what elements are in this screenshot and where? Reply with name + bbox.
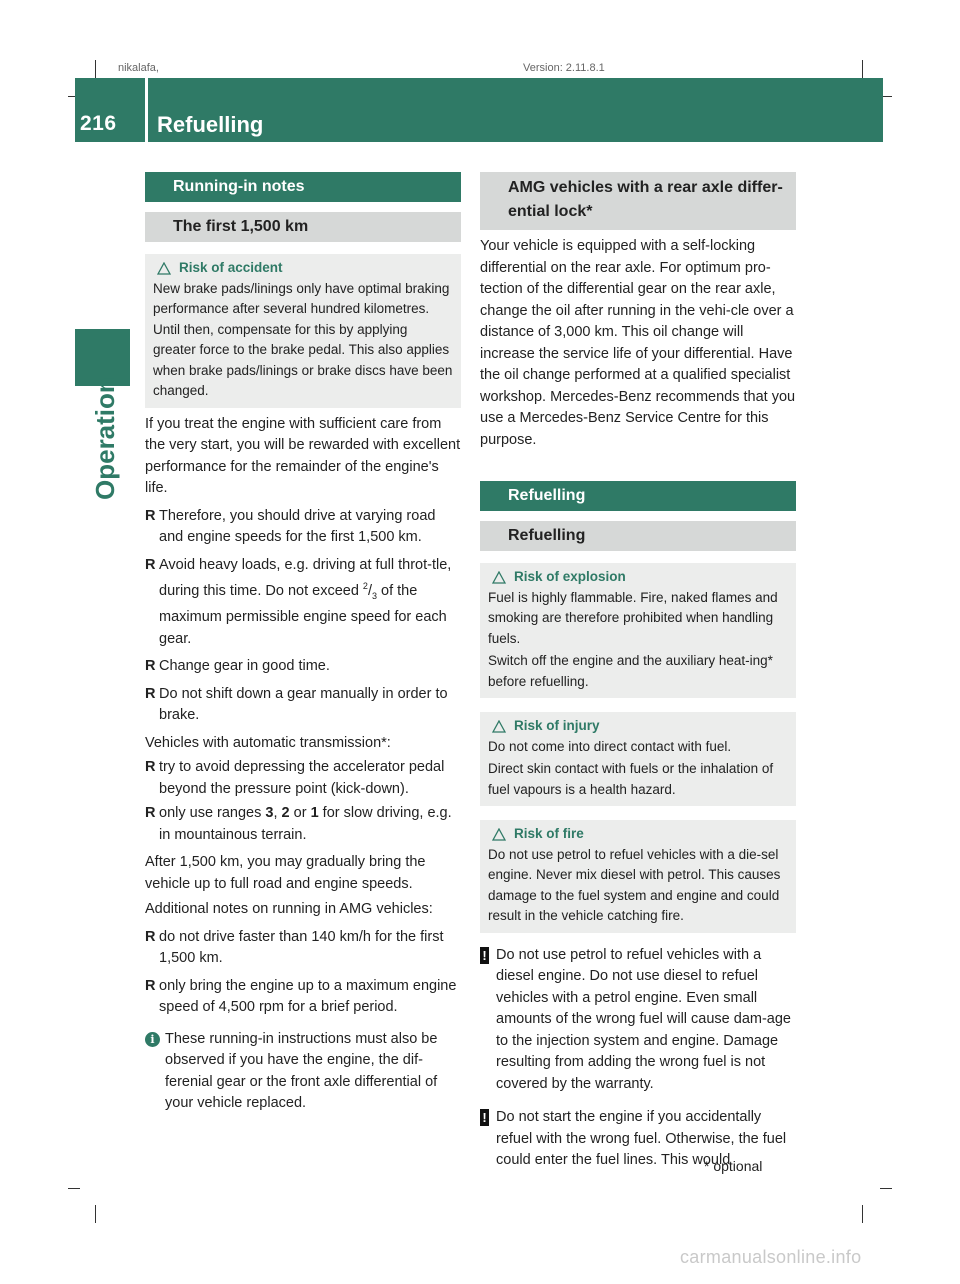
bullet-icon: R	[145, 977, 156, 994]
crop-mark	[95, 60, 96, 78]
bullet-icon: R	[145, 658, 156, 675]
header-divider	[145, 78, 148, 142]
subsection-heading: Refuelling	[480, 521, 796, 551]
list-item	[145, 656, 461, 678]
warning-box	[480, 820, 796, 933]
bullet-icon: R	[145, 556, 156, 573]
list-item-text: or	[289, 805, 311, 822]
warning-title	[492, 567, 788, 588]
list-item-text: Therefore, you should drive at varying road and engine speeds for the first 1,500 km.	[159, 507, 436, 545]
list-item	[145, 684, 461, 727]
list-item-text: Change gear in good time.	[159, 658, 330, 675]
warning-text: Do not come into direct contact with fuel.	[488, 738, 732, 754]
notice-text: Do not use petrol to refuel vehicles with a diesel engine. Do not use diesel to refuel vehicles with a petrol engine. Even small amounts of the wrong fuel will cause dam-age to the injection system and engine. Damage resulting from adding the wrong fuel is not covered by the warranty.	[496, 946, 791, 1092]
bullet-icon: R	[145, 805, 156, 822]
warning-title-text: Risk of explosion	[514, 569, 626, 584]
meta-left: nikalafa,	[118, 62, 159, 74]
fraction-numerator: 2	[362, 581, 368, 591]
fraction-denominator: 3	[371, 590, 377, 601]
bullet-icon: R	[145, 685, 156, 702]
chapter-label: Operation	[90, 377, 120, 500]
warning-text: Fuel is highly flammable. Fire, naked flames and smoking are therefore prohibited when handling fuels.	[488, 589, 778, 646]
crop-mark	[862, 1205, 863, 1223]
info-note	[145, 1029, 461, 1115]
warning-text: Direct skin contact with fuels or the inhalation of fuel vapours is a health hazard.	[488, 761, 774, 797]
crop-mark	[880, 1188, 892, 1189]
right-column	[480, 172, 796, 1172]
bullet-icon: R	[145, 507, 156, 524]
page-title: Refuelling	[157, 112, 264, 137]
warning-triangle-icon	[492, 828, 506, 841]
exclamation-icon: !	[480, 1109, 489, 1126]
warning-title	[492, 716, 788, 737]
crop-mark	[68, 1188, 80, 1189]
warning-title-text: Risk of injury	[514, 718, 600, 733]
auto-list	[145, 757, 461, 846]
warning-title	[157, 258, 453, 279]
fraction: $^2/_3$	[362, 581, 377, 601]
warning-text: Do not use petrol to refuel vehicles with a die-sel engine. Never mix diesel with petrol. This causes damage to the fuel system and engine and could result in the vehicle catching fire.	[488, 846, 781, 923]
list-item	[145, 976, 461, 1019]
warning-title	[492, 824, 788, 845]
crop-mark	[862, 60, 863, 78]
list-item	[145, 506, 461, 549]
list-item-text: only bring the engine up to a maximum engine speed of 4,500 rpm for a brief period.	[159, 977, 457, 1016]
info-icon: i	[145, 1032, 160, 1047]
after-paragraph: After 1,500 km, you may gradually bring the vehicle up to full road and engine speeds.	[145, 854, 426, 892]
intro-paragraph: If you treat the engine with sufficient care from the very start, you will be rewarded with excellent performance for the remainder of the engine's life.	[145, 415, 461, 496]
notice-note	[480, 945, 796, 1096]
footnote: * optional	[704, 1158, 763, 1174]
warning-text: Switch off the engine and the auxiliary heat-ing* before refuelling.	[488, 653, 773, 689]
list-item	[145, 757, 461, 800]
bullet-icon: R	[145, 759, 156, 776]
warning-box	[480, 563, 796, 698]
list-item-text: only use ranges	[159, 805, 266, 822]
bullet-icon: R	[145, 928, 156, 945]
section-heading: Refuelling	[480, 481, 796, 511]
list-item: R only use ranges 3, 2 or 1 for slow driving, e.g. in mountainous terrain.	[145, 805, 452, 843]
amg-list	[145, 927, 461, 1019]
list-item-text: for slow driving, e.g. in mountainous terrain.	[159, 805, 452, 843]
list-item-text: Do not shift down a gear manually in order to brake.	[159, 685, 448, 724]
section-heading: Running-in notes	[145, 172, 461, 202]
list-item	[145, 927, 461, 970]
amg-paragraph: Your vehicle is equipped with a self-locking differential on the rear axle. For optimum pro-tection of the differential gear on the rear axle, change the oil after running in the vehi-cle over a distance of 3,000 km. This oil change will increase the service life of your differential. Have the oil change performed at a qualified specialist workshop. Mercedes-Benz recommends that you use a Mercedes-Benz Service Centre for this purpose.	[480, 238, 796, 448]
list-item-text: of the maximum permissible engine speed for each gear.	[159, 582, 447, 647]
warning-text: New brake pads/linings only have optimal braking performance after several hundred kilometres. Until then, compensate for this by applying greater force to the brake pedal. This also applies when brake pads/linings or brake discs have been changed.	[153, 280, 453, 398]
watermark: carmanualsonline.info	[680, 1247, 862, 1267]
info-text: These running-in instructions must also be observed if you have the engine, the dif-ferenial gear or the front axle differential of your vehicle replaced.	[165, 1030, 438, 1112]
warning-box	[480, 712, 796, 806]
range-value: 2	[281, 805, 290, 822]
warning-title-text: Risk of accident	[179, 260, 283, 275]
page-number: 216	[80, 112, 117, 135]
list-item-text: try to avoid depressing the accelerator pedal beyond the pressure point (kick-down).	[159, 759, 445, 797]
meta-right: Version: 2.11.8.1	[523, 62, 605, 74]
list-item-text: do not drive faster than 140 km/h for the first 1,500 km.	[159, 928, 444, 967]
running-in-list	[145, 506, 461, 727]
warning-triangle-icon	[157, 262, 171, 275]
list-item	[145, 555, 461, 651]
auto-heading: Vehicles with automatic transmission*:	[145, 734, 391, 751]
left-column	[145, 172, 461, 1115]
amg-heading: Additional notes on running in AMG vehicles:	[145, 901, 433, 918]
exclamation-icon: !	[480, 947, 489, 964]
range-value: 3	[265, 805, 274, 822]
warning-box	[145, 254, 461, 408]
warning-triangle-icon	[492, 720, 506, 733]
warning-title-text: Risk of fire	[514, 826, 584, 841]
amg-section-heading: AMG vehicles with a rear axle differ-ential lock*	[480, 172, 796, 230]
warning-triangle-icon	[492, 571, 506, 584]
crop-mark	[95, 1205, 96, 1223]
subsection-heading: The first 1,500 km	[145, 212, 461, 242]
range-value: 1	[310, 805, 319, 822]
list-item-text: Avoid heavy loads, e.g. driving at full throt-tle, during this time. Do not exceed	[159, 556, 452, 599]
notice-text: Do not start the engine if you accidentally refuel with the wrong fuel. Otherwise, the fuel could enter the fuel lines. This would	[496, 1109, 787, 1168]
